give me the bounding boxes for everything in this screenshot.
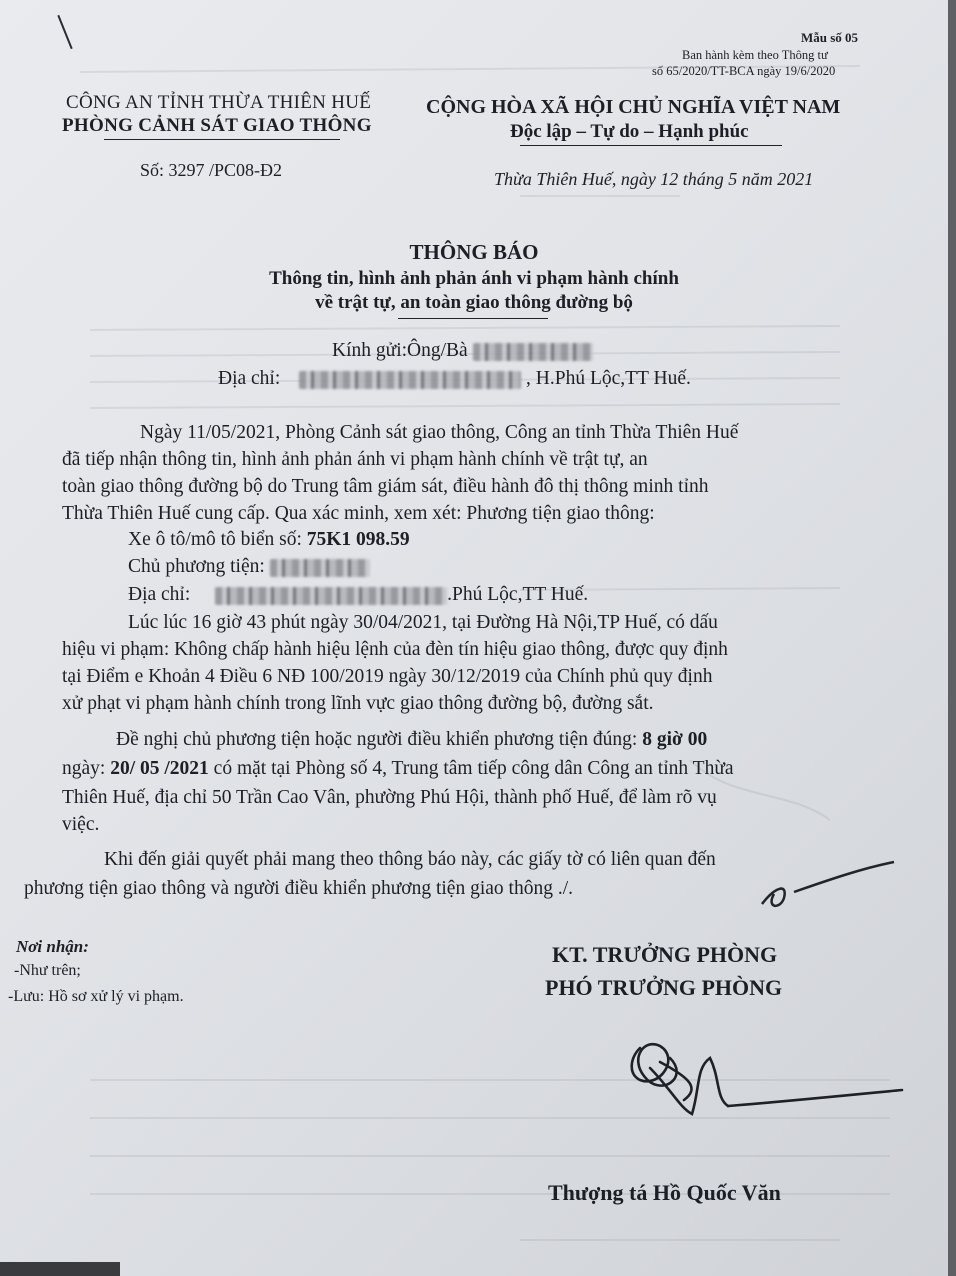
form-reference-line-1: Ban hành kèm theo Thông tư [682, 48, 828, 62]
agency-unit: PHÒNG CẢNH SÁT GIAO THÔNG [62, 115, 372, 136]
document-subtitle-line-2: về trật tự, an toàn giao thông đường bộ [315, 292, 633, 313]
redacted-name [473, 343, 593, 361]
paragraph-1-line-1: Ngày 11/05/2021, Phòng Cảnh sát giao thông, Công an tỉnh Thừa Thiên Huế [140, 422, 739, 443]
plate-label: Xe ô tô/mô tô biển số: [128, 529, 307, 550]
paragraph-3-line-1 [116, 729, 707, 751]
nation-name: CỘNG HÒA XÃ HỘI CHỦ NGHĨA VIỆT NAM [426, 96, 841, 118]
national-motto: Độc lập – Tự do – Hạnh phúc [510, 121, 749, 142]
form-reference-line-2: số 65/2020/TT-BCA ngày 19/6/2020 [652, 64, 836, 78]
recipients-heading: Nơi nhận: [16, 937, 89, 956]
recipient-item: -Như trên; [14, 962, 81, 979]
recipient-item: -Lưu: Hồ sơ xử lý vi phạm. [8, 988, 184, 1005]
request-text: Đề nghị chủ phương tiện hoặc người điều khiển phương tiện đúng: [116, 729, 643, 750]
location-text: có mặt tại Phòng số 4, Trung tâm tiếp công dân Công an tỉnh Thừa [208, 758, 734, 779]
handwritten-signature [600, 1018, 910, 1138]
subtitle-underline [398, 318, 548, 319]
paragraph-2-line-2: hiệu vi phạm: Không chấp hành hiệu lệnh của đèn tín hiệu giao thông, được quy định [62, 639, 728, 660]
form-number: Mẫu số 05 [800, 30, 858, 45]
owner-label: Chủ phương tiện: [128, 556, 270, 577]
address-label: Địa chỉ: [218, 368, 281, 389]
paragraph-3-line-4: việc. [62, 814, 100, 835]
owner-line [128, 556, 370, 578]
paragraph-4-line-2: phương tiện giao thông và người điều khiển phương tiện giao thông ./. [24, 878, 573, 899]
signatory-title-line-2: PHÓ TRƯỞNG PHÒNG [545, 975, 783, 1000]
paragraph-3-line-3: Thiên Huế, địa chỉ 50 Trần Cao Vân, phường Phú Hội, thành phố Huế, để làm rõ vụ [62, 787, 717, 808]
plate-line [128, 529, 410, 551]
address-tail: , H.Phú Lộc,TT Huế. [526, 368, 691, 389]
paragraph-2-line-3: tại Điểm e Khoản 4 Điều 6 NĐ 100/2019 ngày 30/12/2019 của Chính phủ quy định [62, 666, 713, 687]
appointment-date: 20/ 05 /2021 [110, 758, 209, 779]
owner-address-label: Địa chỉ: [128, 584, 191, 605]
pen-flourish [754, 858, 904, 918]
redacted-owner [270, 559, 370, 577]
redacted-address [299, 371, 521, 389]
document-number: Số: 3297 /PC08-Đ2 [140, 160, 283, 180]
paragraph-3-line-2 [62, 758, 734, 780]
motto-underline [520, 145, 782, 146]
owner-address-line [128, 584, 588, 606]
paragraph-2-line-1: Lúc lúc 16 giờ 43 phút ngày 30/04/2021, tại Đường Hà Nội,TP Huế, có dấu [128, 612, 718, 633]
addressee-address-line [218, 368, 691, 390]
paragraph-1-line-2: đã tiếp nhận thông tin, hình ảnh phản ánh vi phạm hành chính về trật tự, an [62, 449, 648, 470]
appointment-time: 8 giờ 00 [642, 729, 708, 750]
agency-parent: CÔNG AN TỈNH THỪA THIÊN HUẾ [66, 92, 372, 113]
document-title: THÔNG BÁO [409, 240, 539, 264]
date-label: ngày: [62, 758, 111, 779]
plate-value: 75K1 098.59 [306, 529, 410, 550]
addressee-greeting: Kính gửi:Ông/Bà [332, 340, 468, 361]
paragraph-1-line-3: toàn giao thông đường bộ do Trung tâm giám sát, điều hành đô thị thông minh tỉnh [62, 476, 709, 497]
document-subtitle-line-1: Thông tin, hình ảnh phản ánh vi phạm hành chính [269, 268, 679, 289]
page-edge-shadow [0, 1262, 120, 1276]
paragraph-4-line-1: Khi đến giải quyết phải mang theo thông báo này, các giấy tờ có liên quan đến [104, 849, 716, 870]
paragraph-1-line-4: Thừa Thiên Huế cung cấp. Qua xác minh, xem xét: Phương tiện giao thông: [62, 503, 655, 524]
redacted-owner-address [215, 587, 447, 605]
owner-address-tail: .Phú Lộc,TT Huế. [447, 584, 589, 605]
signer-name: Thượng tá Hồ Quốc Văn [548, 1180, 781, 1205]
agency-underline [104, 139, 340, 140]
place-and-date: Thừa Thiên Huế, ngày 12 tháng 5 năm 2021 [494, 169, 814, 189]
paragraph-2-line-4: xử phạt vi phạm hành chính trong lĩnh vực giao thông đường bộ, đường sắt. [62, 693, 654, 714]
addressee-line [332, 340, 593, 362]
signatory-title-line-1: KT. TRƯỞNG PHÒNG [552, 942, 778, 967]
